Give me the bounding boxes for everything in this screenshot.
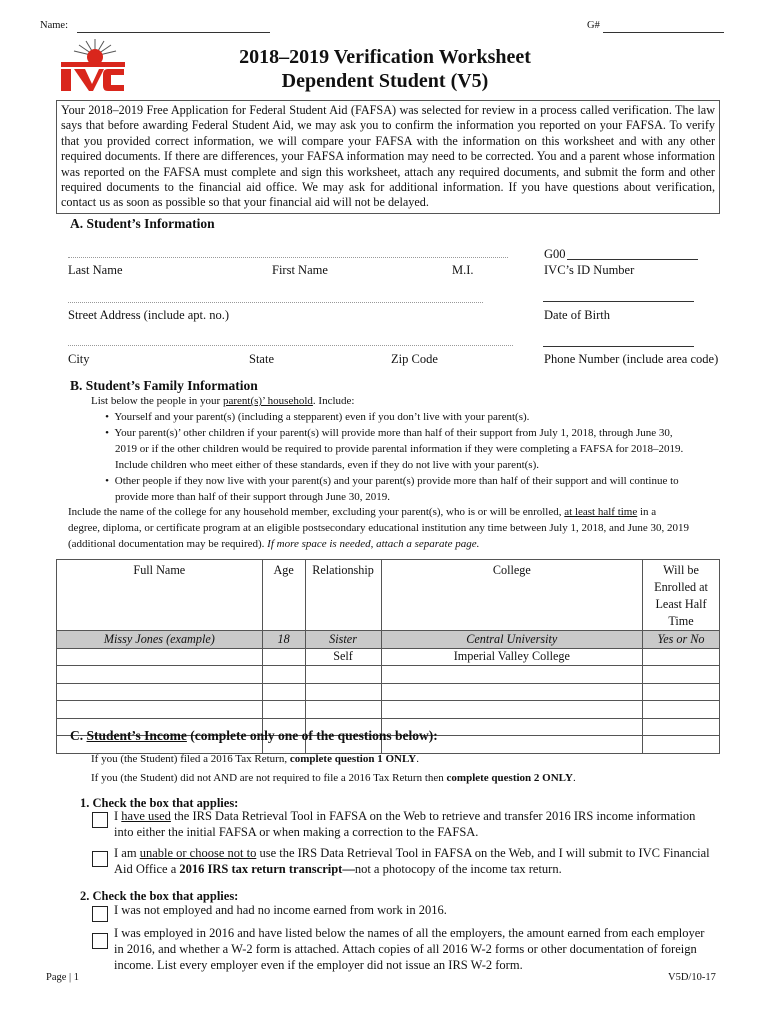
- name-line[interactable]: [68, 257, 508, 258]
- form-code: V5D/10-17: [668, 972, 716, 983]
- city-label: City: [68, 352, 90, 366]
- col-relationship: Relationship: [305, 560, 381, 631]
- bullet-2-text-c: Include children who meet either of these standards, even if they do not live with your parent(s).: [115, 459, 539, 471]
- q2-title: 2. Check the box that applies:: [80, 889, 239, 903]
- row-cell[interactable]: [305, 666, 381, 684]
- bullet-1-text: Yourself and your parent(s) (including a stepparent) even if you don’t live with your parent(s).: [114, 411, 530, 423]
- col-enrolled-line2: Least Half Time: [655, 597, 707, 628]
- q1-option-2-text: [114, 846, 710, 861]
- q1-option-1-checkbox[interactable]: [92, 812, 108, 828]
- zip-label: Zip Code: [391, 352, 438, 366]
- row-cell[interactable]: [643, 666, 720, 684]
- household-intro: [91, 394, 354, 410]
- phone-label: Phone Number (include area code): [544, 352, 719, 366]
- intro-box: Your 2018–2019 Free Application for Federal Student Aid (FAFSA) was selected for review in a process called verification. The law says that before awarding Federal Student Aid, we may ask you to confirm the information you reported on your FAFSA. To verify that you provided correct information, we will compare your FAFSA with the information on this worksheet and with any other required documents. If there are differences, your FAFSA information may need to be corrected. You and a parent whose information was reported on the FAFSA must complete and sign this worksheet, attach any required documents, and submit the form and other required documents to the financial aid office. We may ask for additional information. If you have questions about verification, contact us as soon as possible so that your financial aid will not be delayed.: [56, 100, 720, 214]
- household-intro-post: . Include:: [312, 395, 355, 407]
- dob-label: Date of Birth: [544, 308, 610, 322]
- q1-option-2-line2-bold: 2016 IRS tax return transcript—: [179, 862, 355, 876]
- row-cell[interactable]: [262, 701, 305, 719]
- q1-option-1-underlined: have used: [121, 809, 171, 823]
- row-cell[interactable]: [381, 701, 643, 719]
- page-title: 2018–2019 Verification Worksheet: [239, 46, 531, 68]
- bullet-2-text-a: Your parent(s)’ other children if your parent(s) will provide more than half of their support from July 1, 2018, through June 30,: [114, 427, 673, 439]
- row-cell[interactable]: [57, 683, 263, 701]
- row-cell[interactable]: [643, 718, 720, 736]
- col-college: College: [381, 560, 643, 631]
- income-line-2-bold: complete question 2 ONLY: [446, 772, 573, 784]
- row-cell[interactable]: [643, 736, 720, 754]
- row-age[interactable]: [262, 648, 305, 666]
- section-a-heading: A. Student’s Information: [70, 216, 215, 231]
- college-note-3a: (additional documentation may be required).: [68, 538, 268, 550]
- city-line[interactable]: [68, 345, 513, 346]
- q1-title: 1. Check the box that applies:: [80, 796, 239, 810]
- row-cell[interactable]: [381, 683, 643, 701]
- household-intro-pre: List below the people in your: [91, 395, 223, 407]
- q1-option-1-post: the IRS Data Retrieval Tool in FAFSA on the Web to retrieve and transfer 2016 IRS income information: [170, 809, 696, 823]
- q2-option-1-text: I was not employed and had no income earned from work in 2016.: [114, 903, 447, 917]
- college-note-3: [68, 537, 479, 553]
- row-cell[interactable]: [643, 683, 720, 701]
- income-line-1-bold: complete question 1 ONLY: [289, 753, 417, 765]
- example-name: Missy Jones (example): [57, 631, 263, 649]
- row-cell[interactable]: [643, 701, 720, 719]
- bullet-3-text-b: provide more than half of their support through June 30, 2019.: [115, 491, 390, 503]
- income-line-2-post: .: [572, 772, 576, 784]
- college-note-1: [68, 505, 656, 521]
- college-note-2: degree, diploma, or certificate program at an eligible postsecondary educational institution any time between July 1, 2018, and June 30, 2019: [68, 522, 690, 534]
- q1-option-2-underlined: unable or choose not to: [139, 846, 257, 860]
- page-number: Page | 1: [46, 972, 80, 983]
- q1-option-1-line2: into either the initial FAFSA or when making a correction to the FAFSA.: [114, 825, 479, 839]
- income-line-1-pre: If you (the Student) filed a 2016 Tax Return,: [91, 753, 290, 765]
- section-c-prefix: C.: [70, 728, 87, 743]
- col-full-name: Full Name: [57, 560, 263, 631]
- section-c-heading: [70, 728, 438, 744]
- q1-option-2-pre: I am: [114, 846, 140, 860]
- row-name[interactable]: [57, 648, 263, 666]
- q2-option-1-checkbox[interactable]: [92, 906, 108, 922]
- bullet-2: [102, 426, 673, 442]
- dob-field[interactable]: [543, 301, 694, 302]
- bullet-1: [102, 410, 529, 426]
- row-cell[interactable]: [305, 701, 381, 719]
- col-enrolled-line1: Will be Enrolled at: [654, 563, 708, 594]
- table-row-example: [57, 631, 720, 649]
- row-cell[interactable]: [57, 701, 263, 719]
- q1-option-2-checkbox[interactable]: [92, 851, 108, 867]
- name-label: Name:: [40, 20, 68, 31]
- q2-option-2-line3: income. List every employer even if the employer did not issue an IRS W-2 form.: [114, 958, 523, 972]
- name-field[interactable]: [77, 32, 270, 33]
- table-row[interactable]: [57, 683, 720, 701]
- income-line-2: [91, 771, 576, 787]
- college-note-underlined: at least half time: [564, 506, 638, 518]
- family-table: [56, 559, 720, 754]
- last-name-label: Last Name: [68, 263, 123, 277]
- row-cell[interactable]: [381, 666, 643, 684]
- bullet-3-text-a: Other people if they now live with your parent(s) and your parent(s) provide more than half of their support and will continue to: [114, 475, 679, 487]
- g-number-field[interactable]: [603, 32, 724, 33]
- college-note-1b: in a: [637, 506, 657, 518]
- table-row[interactable]: [57, 701, 720, 719]
- table-row[interactable]: [57, 666, 720, 684]
- q2-option-2-line1: I was employed in 2016 and have listed below the names of all the employers, the amount earned from each employer: [114, 926, 705, 940]
- first-name-label: First Name: [272, 263, 328, 277]
- row-cell[interactable]: [57, 666, 263, 684]
- q1-option-2-line2: [114, 862, 562, 877]
- id-field[interactable]: [567, 259, 698, 260]
- bullet-2-text-b: 2019 or if the other children would be required to provide parental information if they were completing a FAFSA for 2018–2019.: [115, 443, 684, 455]
- q1-option-2-post: use the IRS Data Retrieval Tool in FAFSA on the Web, and I will submit to IVC Financial: [256, 846, 710, 860]
- id-label: IVC’s ID Number: [544, 263, 635, 277]
- phone-field[interactable]: [543, 346, 694, 347]
- row-relationship: Self: [305, 648, 381, 666]
- bullet-3: [102, 474, 679, 490]
- street-line[interactable]: [68, 302, 483, 303]
- section-b-heading: B. Student’s Family Information: [70, 378, 258, 393]
- income-line-1: [91, 752, 419, 768]
- q1-option-1-text: [114, 809, 695, 824]
- q1-option-2-line2-pre: Aid Office a: [114, 862, 180, 876]
- bullet-icon: •: [105, 475, 109, 487]
- section-c-heading-post: (complete only one of the questions below):: [186, 728, 438, 743]
- street-label: Street Address (include apt. no.): [68, 308, 230, 322]
- household-intro-underlined: parent(s)’ household: [222, 395, 313, 407]
- g-number-label: G#: [587, 20, 600, 31]
- example-age: 18: [262, 631, 305, 649]
- page-subtitle: Dependent Student (V5): [281, 70, 489, 92]
- example-relationship: Sister: [305, 631, 381, 649]
- row-cell[interactable]: [262, 683, 305, 701]
- income-line-1-post: .: [416, 753, 419, 765]
- table-row[interactable]: [57, 648, 720, 666]
- q2-option-2-checkbox[interactable]: [92, 933, 108, 949]
- q1-option-2-line2-post: not a photocopy of the income tax return.: [354, 862, 562, 876]
- bullet-icon: •: [105, 411, 109, 423]
- section-c-heading-underlined: Student’s Income: [86, 728, 187, 743]
- state-label: State: [249, 352, 274, 366]
- col-age: Age: [262, 560, 305, 631]
- mi-label: M.I.: [452, 263, 474, 277]
- college-note-1a: Include the name of the college for any household member, excluding your parent(s), who is or will be enrolled,: [68, 506, 565, 518]
- row-enrolled[interactable]: [643, 648, 720, 666]
- q1-option-1-pre: I: [114, 809, 122, 823]
- row-cell[interactable]: [262, 666, 305, 684]
- example-college: Central University: [381, 631, 643, 649]
- row-cell[interactable]: [305, 683, 381, 701]
- example-enrolled: Yes or No: [643, 631, 720, 649]
- college-note-3-italic: If more space is needed, attach a separate page.: [267, 538, 480, 550]
- id-prefix: G00: [544, 247, 566, 261]
- income-line-2-pre: If you (the Student) did not AND are not required to file a 2016 Tax Return then: [91, 772, 447, 784]
- col-enrolled: [643, 560, 720, 631]
- bullet-icon: •: [105, 427, 109, 439]
- q2-option-2-line2: in 2016, and whether a W-2 form is attached. Attach copies of all 2016 W-2 forms or other documentation of foreign: [114, 942, 697, 956]
- table-header-row: [57, 560, 720, 631]
- row-college: Imperial Valley College: [381, 648, 643, 666]
